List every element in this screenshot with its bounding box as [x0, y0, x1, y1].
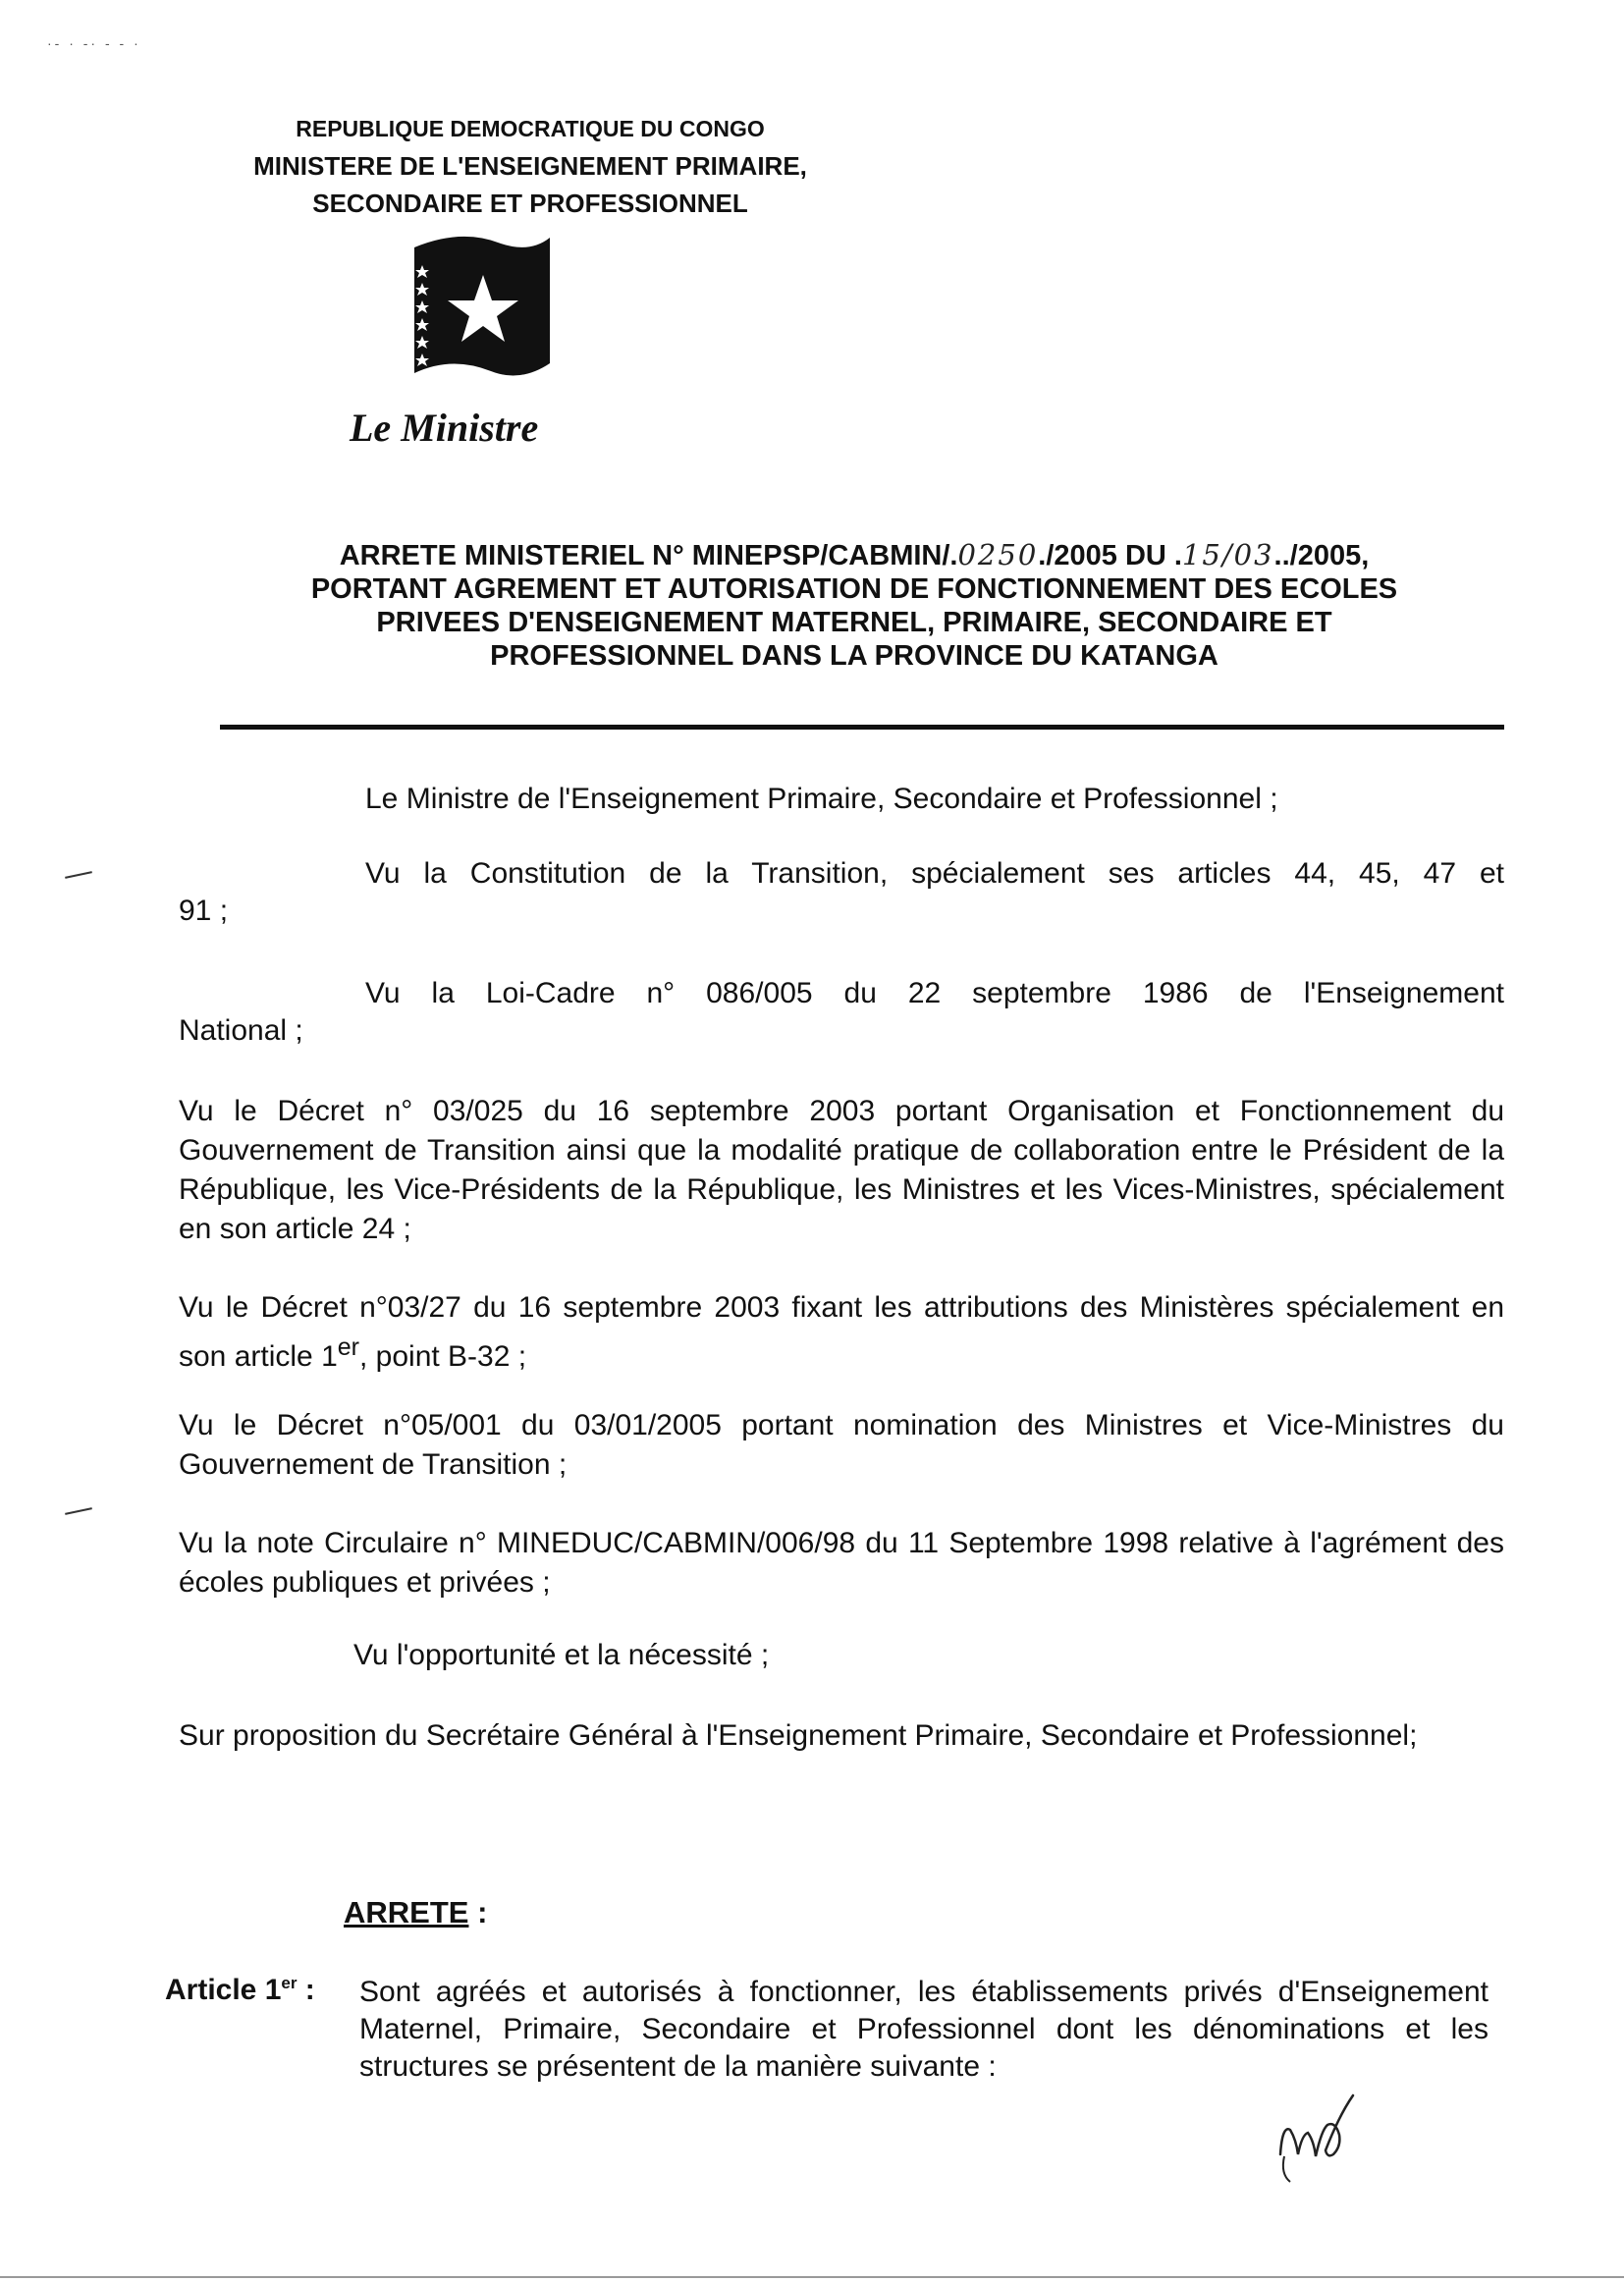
page-bottom-edge	[0, 2276, 1624, 2278]
letterhead-ministry-line1: MINISTERE DE L'ENSEIGNEMENT PRIMAIRE,	[253, 151, 807, 181]
preamble-constitution-cont: 91 ;	[179, 895, 229, 927]
decree-date-year: ../2005,	[1273, 540, 1370, 571]
preamble-decret-03-27	[179, 1288, 1504, 1377]
preamble-proposition-text: Sur proposition du Secrétaire Général à l'Enseignement Primaire, Secondaire et Professionnel;	[179, 1719, 1418, 1752]
preamble-decret-05-001-text: Vu le Décret n°05/001 du 03/01/2005 portant nomination des Ministres et Vice-Ministres du Gouvernement de Transition ;	[179, 1409, 1504, 1481]
article-colon: :	[297, 1974, 315, 2006]
preamble-decret-03-025-text: Vu le Décret n° 03/025 du 16 septembre 2003 portant Organisation et Fonctionnement du Gouvernement de Transition ainsi que la modalité pratique de collaboration entre le Président de la République, les Vice-Présidents de la République, les Ministres et les Vices-Ministres, spécialement en son article 24 ;	[179, 1095, 1504, 1245]
article-label-text: Article 1	[165, 1974, 282, 2006]
preamble-circulaire	[179, 1524, 1504, 1603]
margin-mark	[65, 871, 92, 879]
decree-number-prefix: ARRETE MINISTERIEL N° MINEPSP/CABMIN/.	[339, 540, 958, 571]
article-1-text: Sont agréés et autorisés à fonctionner, les établissements privés d'Enseignement Maternel, Primaire, Secondaire et Professionnel dont les dénominations et les structures se présentent de la manière suivante :	[359, 1976, 1489, 2083]
article-1-label	[165, 1974, 315, 2007]
arrete-heading-colon: :	[468, 1895, 488, 1929]
preamble-decret-05-001	[179, 1406, 1504, 1485]
preamble-circulaire-text: Vu la note Circulaire n° MINEDUC/CABMIN/006/98 du 11 Septembre 1998 relative à l'agrément des écoles publiques et privées ;	[179, 1527, 1504, 1599]
handwritten-decree-number: 0250	[957, 538, 1039, 571]
preamble-constitution: Vu la Constitution de la Transition, spécialement ses articles 44, 45, 47 et	[365, 857, 1504, 890]
margin-mark	[65, 1507, 92, 1515]
ministry-flag-emblem-icon	[403, 226, 560, 403]
decree-title-line2: PORTANT AGREMENT ET AUTORISATION DE FONCTIONNEMENT DES ECOLES	[310, 573, 1398, 605]
preamble-opportunite: Vu l'opportunité et la nécessité ;	[353, 1639, 770, 1671]
title-divider	[220, 725, 1504, 730]
arrete-heading	[344, 1895, 487, 1930]
letterhead-country: REPUBLIQUE DEMOCRATIQUE DU CONGO	[296, 116, 765, 141]
decree-title-line3: PRIVEES D'ENSEIGNEMENT MATERNEL, PRIMAIRE, SECONDAIRE ET	[376, 607, 1332, 638]
handwritten-decree-date: 15/03	[1181, 538, 1274, 571]
letterhead	[187, 110, 874, 222]
preamble-minister: Le Ministre de l'Enseignement Primaire, Secondaire et Professionnel ;	[365, 783, 1278, 815]
decree-title	[187, 538, 1522, 673]
decree-year-text: ./2005 DU .	[1038, 540, 1182, 571]
handwritten-initials-signature	[1271, 2086, 1369, 2194]
minister-title: Le Ministre	[350, 406, 539, 450]
article-ordinal: er	[281, 1974, 298, 1992]
decree-number-line	[187, 538, 1522, 572]
preamble-loi-cadre-cont: National ;	[179, 1014, 303, 1047]
arrete-heading-text: ARRETE	[344, 1895, 469, 1929]
preamble-decret-03-025	[179, 1092, 1504, 1249]
letterhead-ministry-line2: SECONDAIRE ET PROFESSIONNEL	[312, 189, 748, 218]
preamble-decret-03-27-text: Vu le Décret n°03/27 du 16 septembre 2003 fixant les attributions des Ministères spécialement en son article 1	[179, 1291, 1504, 1373]
preamble-proposition	[179, 1716, 1504, 1756]
ordinal-superscript: er	[337, 1333, 359, 1361]
preamble-decret-03-27-end: , point B-32 ;	[358, 1340, 527, 1373]
decree-title-line4: PROFESSIONNEL DANS LA PROVINCE DU KATANGA	[490, 640, 1218, 672]
preamble-loi-cadre: Vu la Loi-Cadre n° 086/005 du 22 septembre 1986 de l'Enseignement	[365, 977, 1504, 1009]
scan-artifact: ·- · -· - - ·	[47, 35, 141, 51]
